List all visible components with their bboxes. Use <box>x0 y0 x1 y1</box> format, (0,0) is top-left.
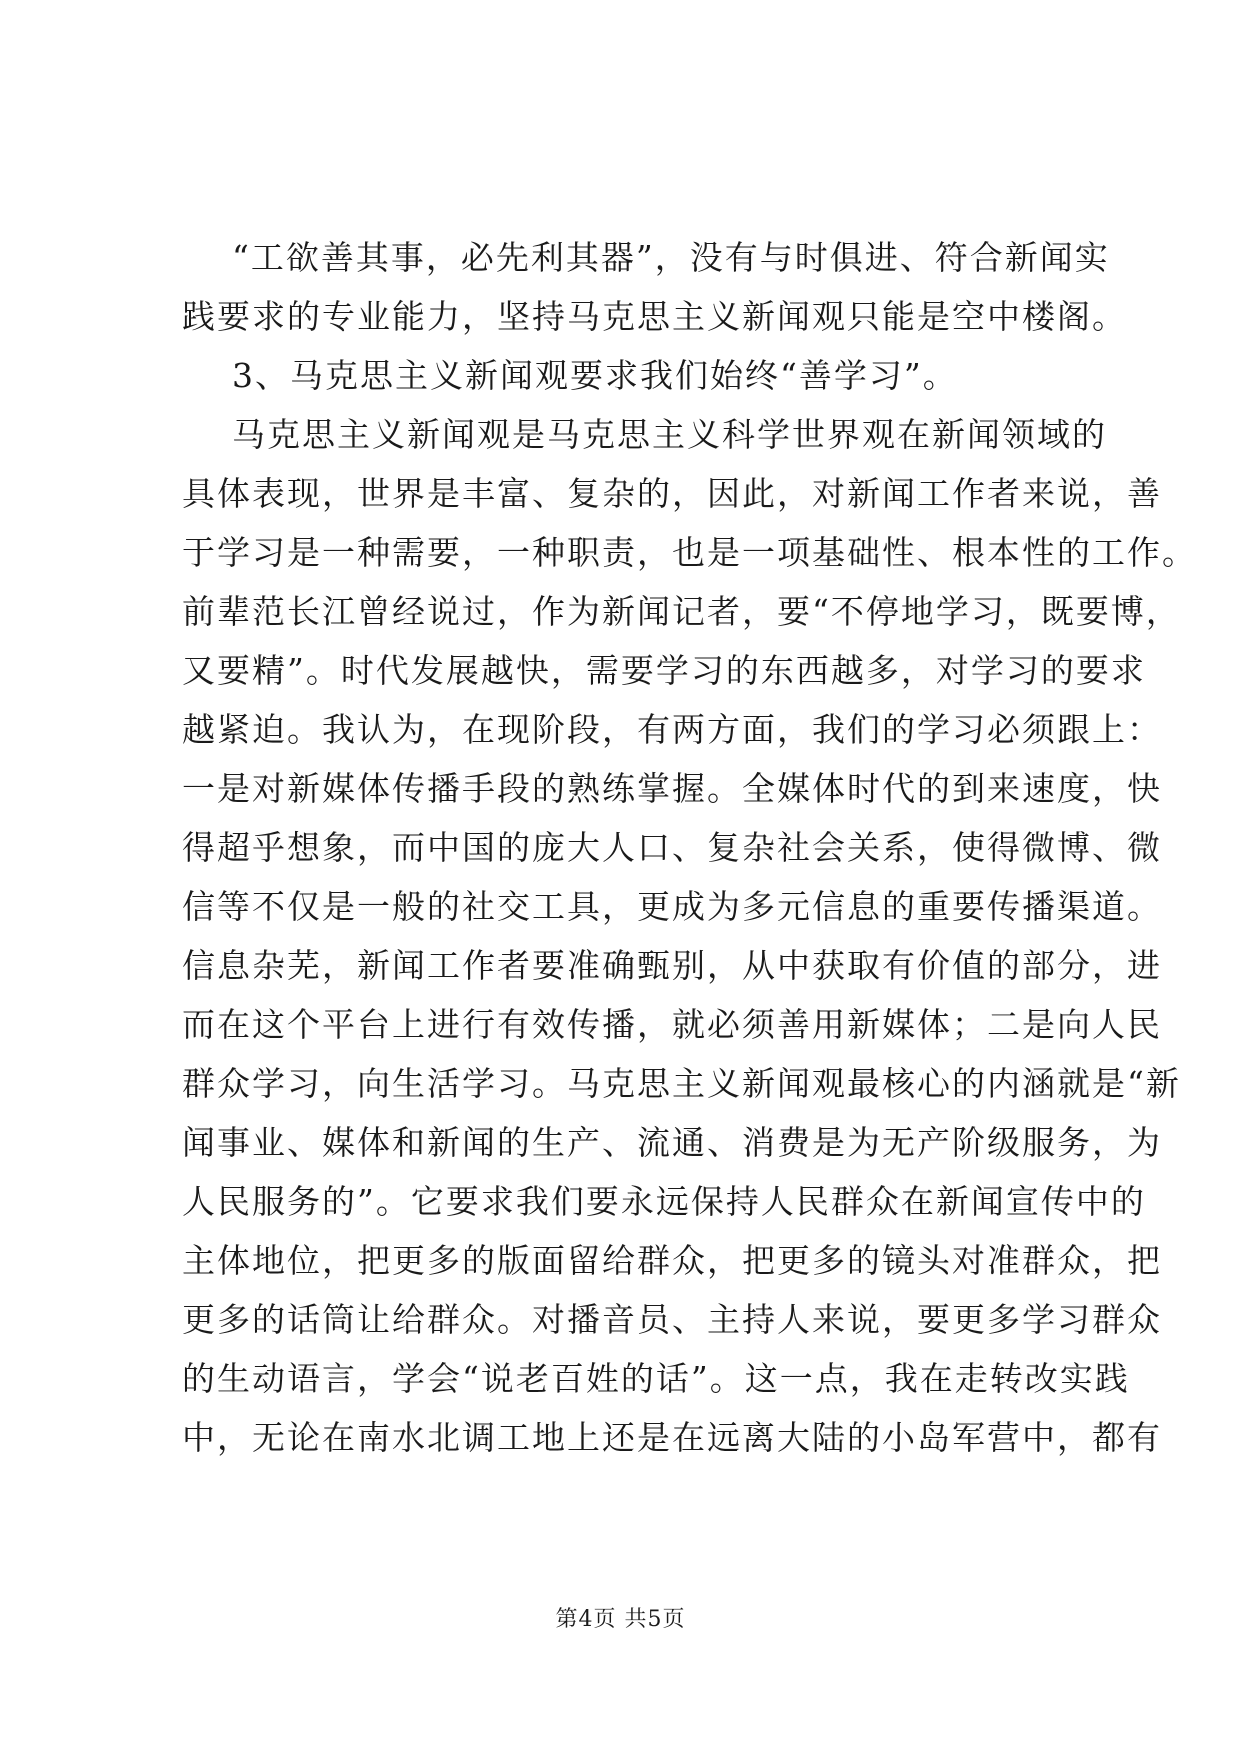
text-line: 践要求的专业能力，坚持马克思主义新闻观只能是空中楼阁。 <box>182 297 1127 336</box>
text-line: “工欲善其事，必先利其器”，没有与时俱进、符合新闻实 <box>232 238 1110 277</box>
text-line: 的生动语言，学会“说老百姓的话”。这一点，我在走转改实践 <box>182 1359 1130 1398</box>
text-line: 主体地位，把更多的版面留给群众，把更多的镜头对准群众，把 <box>182 1241 1162 1280</box>
page-number-footer: 第4页 共5页 <box>555 1607 686 1632</box>
text-line: 马克思主义新闻观是马克思主义科学世界观在新闻领域的 <box>232 415 1107 454</box>
section-heading <box>182 346 1087 405</box>
text-line: 具体表现，世界是丰富、复杂的，因此，对新闻工作者来说，善 <box>182 474 1162 513</box>
section-heading-text: 3、马克思主义新闻观要求我们始终“善学习”。 <box>232 356 958 395</box>
document-body <box>182 228 1197 1467</box>
text-line: 中，无论在南水北调工地上还是在远离大陆的小岛军营中，都有 <box>182 1418 1162 1457</box>
text-line: 人民服务的”。它要求我们要永远保持人民群众在新闻宣传中的 <box>182 1182 1146 1221</box>
text-line: 而在这个平台上进行有效传播，就必须善用新媒体；二是向人民 <box>182 1005 1162 1044</box>
text-line: 信等不仅是一般的社交工具，更成为多元信息的重要传播渠道。 <box>182 887 1162 926</box>
text-line: 一是对新媒体传播手段的熟练掌握。全媒体时代的到来速度，快 <box>182 769 1162 808</box>
text-line: 群众学习，向生活学习。马克思主义新闻观最核心的内涵就是“新 <box>182 1064 1181 1103</box>
text-line: 又要精”。时代发展越快，需要学习的东西越多，对学习的要求 <box>182 651 1146 690</box>
paragraph-tools <box>182 228 1127 346</box>
text-line: 得超乎想象，而中国的庞大人口、复杂社会关系，使得微博、微 <box>182 828 1162 867</box>
paragraph-marxist-news-view <box>182 405 1197 1467</box>
text-line: 于学习是一种需要，一种职责，也是一项基础性、根本性的工作。 <box>182 533 1197 572</box>
text-line: 越紧迫。我认为，在现阶段，有两方面，我们的学习必须跟上： <box>182 710 1162 749</box>
text-line: 前辈范长江曾经说过，作为新闻记者，要“不停地学习，既要博， <box>182 592 1181 631</box>
text-line: 闻事业、媒体和新闻的生产、流通、消费是为无产阶级服务，为 <box>182 1123 1162 1162</box>
text-line: 信息杂芜，新闻工作者要准确甄别，从中获取有价值的部分，进 <box>182 946 1162 985</box>
text-line: 更多的话筒让给群众。对播音员、主持人来说，要更多学习群众 <box>182 1300 1162 1339</box>
